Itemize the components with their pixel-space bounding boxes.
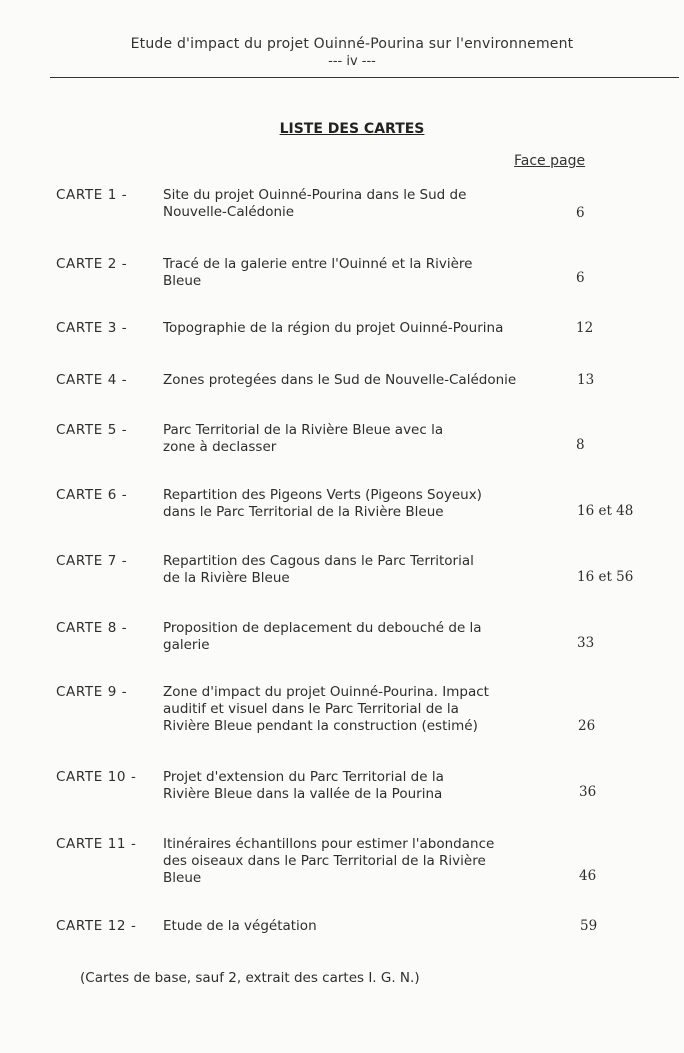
map-entry-description-line: Projet d'extension du Parc Territorial de la	[163, 769, 444, 785]
header-divider	[50, 77, 679, 78]
map-entry-page: 33	[577, 635, 595, 651]
map-entry-description-line: Bleue	[163, 273, 202, 289]
map-entry-description-line: dans le Parc Territorial de la Rivière Bleue	[163, 504, 444, 520]
page-number-marker: --- iv ---	[328, 54, 376, 69]
map-entry-page: 46	[579, 868, 597, 884]
map-entry-description-line: Rivière Bleue dans la vallée de la Pourina	[163, 786, 443, 802]
map-entry-description-line: Nouvelle-Calédonie	[163, 204, 295, 220]
map-entry-page: 8	[576, 437, 585, 453]
map-entry-description	[163, 620, 563, 654]
map-entry-description	[163, 769, 563, 803]
map-entry-label: CARTE 8 -	[56, 620, 128, 636]
map-entry-description-line: Repartition des Cagous dans le Parc Territorial	[163, 553, 474, 569]
map-entry-label: CARTE 9 -	[56, 684, 128, 700]
map-entry-description-line: Tracé de la galerie entre l'Ouinné et la Rivière	[163, 256, 473, 272]
map-entry-description-line: Itinéraires échantillons pour estimer l'abondance	[163, 836, 495, 852]
map-entry-description-line: zone à declasser	[163, 439, 277, 455]
map-entry-description-line: de la Rivière Bleue	[163, 570, 290, 586]
map-entry-label: CARTE 12 -	[56, 918, 137, 934]
map-entry-label: CARTE 3 -	[56, 320, 128, 336]
map-entry-description-line: galerie	[163, 637, 210, 653]
map-entry-description	[163, 684, 563, 735]
map-entry-description-line: Zones protegées dans le Sud de Nouvelle-Calédonie	[163, 372, 517, 388]
map-entry-description-line: Repartition des Pigeons Verts (Pigeons Soyeux)	[163, 487, 482, 503]
map-entry-label: CARTE 10 -	[56, 769, 137, 785]
map-entry-page: 13	[577, 372, 595, 388]
map-entry-page: 26	[578, 718, 596, 734]
map-entry-description-line: Bleue	[163, 870, 202, 886]
map-entry-label: CARTE 4 -	[56, 372, 128, 388]
map-entry-description-line: Etude de la végétation	[163, 918, 317, 934]
map-entry-label: CARTE 1 -	[56, 187, 128, 203]
map-entry-page: 12	[576, 320, 594, 336]
map-entry-description-line: Site du projet Ouinné-Pourina dans le Sud de	[163, 187, 467, 203]
map-entry-label: CARTE 6 -	[56, 487, 128, 503]
map-entry-description	[163, 256, 563, 290]
map-entry-description-line: auditif et visuel dans le Parc Territorial de la	[163, 701, 459, 717]
map-entry-page: 36	[579, 784, 597, 800]
map-entry-page: 6	[576, 270, 585, 286]
map-entry-description-line: Parc Territorial de la Rivière Bleue avec la	[163, 422, 444, 438]
map-entry-label: CARTE 2 -	[56, 256, 128, 272]
map-entry-label: CARTE 11 -	[56, 836, 137, 852]
map-entry-description	[163, 836, 563, 887]
map-entry-description	[163, 918, 563, 935]
map-entry-description	[163, 372, 563, 389]
map-entry-page: 59	[580, 918, 598, 934]
map-entry-description-line: des oiseaux dans le Parc Territorial de la Rivière	[163, 853, 486, 869]
map-entry-page: 16 et 48	[577, 503, 634, 519]
map-entry-page: 6	[576, 205, 585, 221]
map-entry-description	[163, 187, 563, 221]
map-entry-description-line: Rivière Bleue pendant la construction (estimé)	[163, 718, 478, 734]
map-entry-label: CARTE 5 -	[56, 422, 128, 438]
map-entry-description	[163, 553, 563, 587]
map-entry-description-line: Proposition de deplacement du debouché de la	[163, 620, 482, 636]
map-entry-description	[163, 320, 563, 337]
list-title: LISTE DES CARTES	[279, 121, 425, 137]
footnote: (Cartes de base, sauf 2, extrait des cartes I. G. N.)	[80, 970, 420, 986]
map-entry-description	[163, 422, 563, 456]
map-entry-description-line: Zone d'impact du projet Ouinné-Pourina. Impact	[163, 684, 489, 700]
map-entry-page: 16 et 56	[577, 569, 634, 585]
map-entry-description-line: Topographie de la région du projet Ouinné-Pourina	[163, 320, 504, 336]
running-header-title: Etude d'impact du projet Ouinné-Pourina sur l'environnement	[130, 36, 574, 52]
face-page-column-header: Face page	[514, 153, 586, 169]
map-entry-description	[163, 487, 563, 521]
map-entry-label: CARTE 7 -	[56, 553, 128, 569]
